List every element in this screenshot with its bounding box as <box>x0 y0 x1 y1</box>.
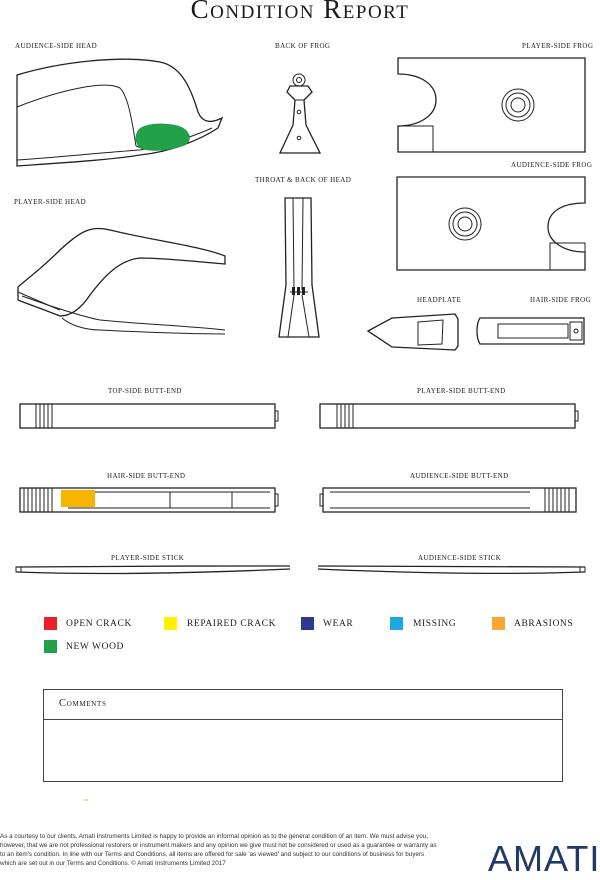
audience-side-stick-drawing <box>318 566 585 573</box>
player-side-frog-drawing <box>398 58 585 152</box>
legend-label-abrasions: ABRASIONS <box>514 619 574 629</box>
amati-logo: AMATI <box>488 838 600 879</box>
label-hair-side-frog: HAIR-SIDE FROG <box>530 296 592 304</box>
hair-side-butt-end-drawing <box>20 488 278 512</box>
top-side-butt-end-drawing <box>20 404 278 428</box>
abrasion-marking <box>61 490 95 507</box>
disclaimer-text: As a courtesy to our clients, Amati Instruments Limited is happy to provide an informal opinion as to the general condition of an item. We must advise you, however, that we are not professional restorers or instrument makers and any opinion we give must not be considered or used as a guarantee or warranty as to an item's condition. In line with our Terms and Conditions, all items are offered for sale 'as viewed' and subject to our conditions of business for buyers which are set out in our Terms and Conditions. © Amati Instruments Limited 2017 <box>0 833 437 867</box>
label-audience-side-butt-end: AUDIENCE-SIDE BUTT-END <box>410 472 509 480</box>
comments-box[interactable] <box>43 689 563 782</box>
label-hair-side-butt-end: HAIR-SIDE BUTT-END <box>107 472 186 480</box>
label-top-side-butt-end: TOP-SIDE BUTT-END <box>108 387 182 395</box>
legend-swatch-open-crack <box>44 617 57 630</box>
label-audience-side-frog: AUDIENCE-SIDE FROG <box>511 161 593 169</box>
back-of-frog-drawing <box>280 74 320 153</box>
label-player-side-head: PLAYER-SIDE HEAD <box>14 198 87 206</box>
player-side-stick-drawing <box>16 566 290 573</box>
legend-label-missing: MISSING <box>413 619 457 629</box>
audience-side-butt-end-drawing <box>320 488 576 512</box>
audience-side-head-drawing <box>17 59 222 166</box>
audience-side-frog-drawing <box>397 177 585 270</box>
label-player-side-frog: PLAYER-SIDE FROG <box>522 42 594 50</box>
hair-side-frog-drawing <box>477 318 584 344</box>
label-player-side-stick: PLAYER-SIDE STICK <box>111 554 185 562</box>
label-audience-side-stick: AUDIENCE-SIDE STICK <box>418 554 502 562</box>
new-wood-marking <box>136 124 190 150</box>
player-side-butt-end-drawing <box>320 404 578 428</box>
legend-label-open-crack: OPEN CRACK <box>66 619 132 629</box>
label-headplate: HEADPLATE <box>417 296 462 304</box>
legend-swatch-repaired-crack <box>164 617 177 630</box>
player-side-head-drawing <box>18 228 225 334</box>
legend-label-repaired-crack: REPAIRED CRACK <box>187 619 277 629</box>
label-back-of-frog: BACK OF FROG <box>275 42 331 50</box>
throat-back-of-head-drawing <box>279 198 319 337</box>
headplate-drawing <box>368 314 458 350</box>
label-player-side-butt-end: PLAYER-SIDE BUTT-END <box>417 387 506 395</box>
legend-swatch-missing <box>390 617 403 630</box>
legend-label-wear: WEAR <box>323 619 354 629</box>
legend-swatch-new-wood <box>44 640 57 653</box>
legend-label-new-wood: NEW WOOD <box>66 642 125 652</box>
label-throat-back-of-head: THROAT & BACK OF HEAD <box>255 176 352 184</box>
label-audience-side-head: AUDIENCE-SIDE HEAD <box>15 42 98 50</box>
legend-swatch-wear <box>301 617 314 630</box>
page-title: Condition Report <box>190 0 410 24</box>
comments-title: Comments <box>59 698 107 709</box>
legend-swatch-abrasions <box>492 617 505 630</box>
comments-header <box>44 690 562 720</box>
